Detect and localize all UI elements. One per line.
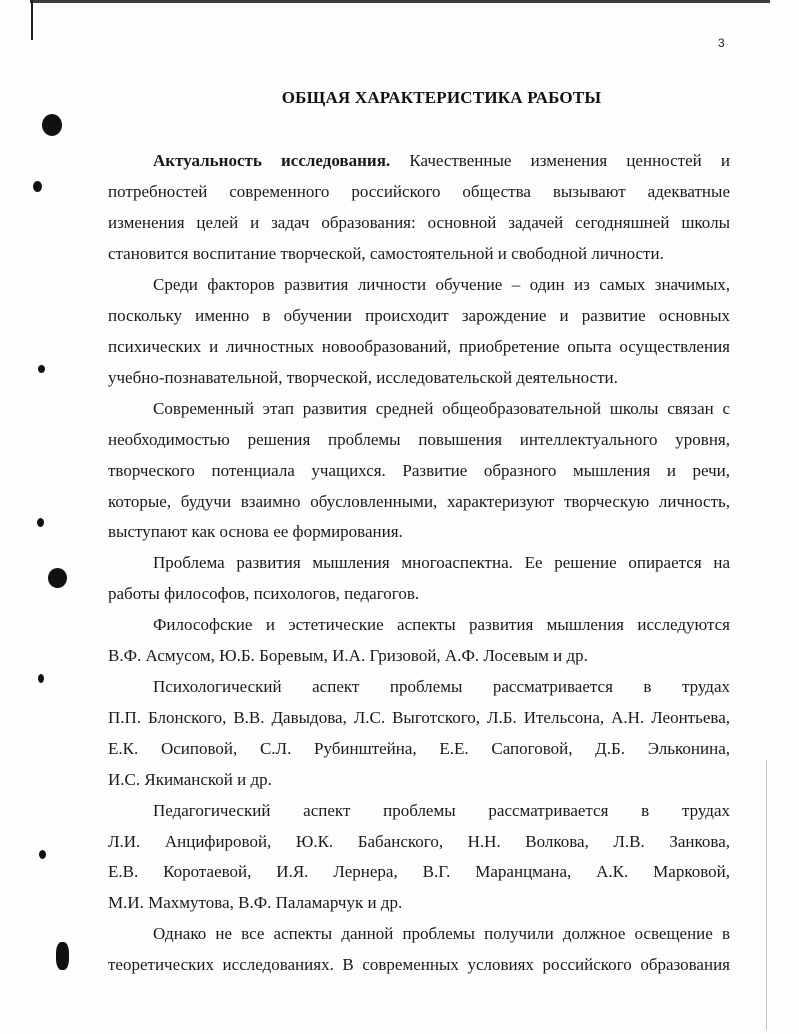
text-line: творческого потенциала учащихся. Развитие образного мышления и речи, bbox=[108, 461, 730, 480]
text-line: выступают как основа ее формирования. bbox=[108, 522, 403, 541]
text-line: Педагогический аспект проблемы рассматривается в трудах bbox=[153, 801, 730, 820]
text-line: учебно-познавательной, творческой, исследовательской деятельности. bbox=[108, 368, 618, 387]
text-line: потребностей современного российского общества вызывают адекватные bbox=[108, 182, 730, 201]
ink-blot bbox=[37, 518, 44, 527]
ink-blot bbox=[42, 114, 62, 136]
section-heading: Актуальность исследования. bbox=[153, 151, 391, 170]
text-line: поскольку именно в обучении происходит зарождение и развитие основных bbox=[108, 306, 730, 325]
text-line: Л.И. Анцифировой, Ю.К. Бабанского, Н.Н. Волкова, Л.В. Занкова, bbox=[108, 832, 730, 851]
text-line: М.И. Махмутова, В.Ф. Паламарчук и др. bbox=[108, 893, 403, 912]
ink-blot bbox=[38, 674, 44, 683]
text-line: Однако не все аспекты данной проблемы получили должное освещение в bbox=[153, 924, 730, 943]
text-line: становится воспитание творческой, самостоятельной и свободной личности. bbox=[108, 244, 664, 263]
text-line: необходимостью решения проблемы повышения интеллектуального уровня, bbox=[108, 430, 730, 449]
page-number: 3 bbox=[718, 36, 725, 50]
scan-edge-left bbox=[31, 0, 33, 40]
text-line: Психологический аспект проблемы рассматривается в трудах bbox=[153, 677, 730, 696]
page-title: ОБЩАЯ ХАРАКТЕРИСТИКА РАБОТЫ bbox=[281, 88, 602, 107]
text-line: которые, будучи взаимно обусловленными, характеризуют творческую личность, bbox=[108, 492, 730, 511]
ink-blot bbox=[39, 850, 46, 859]
text-line: Философские и эстетические аспекты развития мышления исследуются bbox=[153, 615, 730, 634]
text-line: П.П. Блонского, В.В. Давыдова, Л.С. Выготского, Л.Б. Ительсона, А.Н. Леонтьева, bbox=[108, 708, 730, 727]
text-line: работы философов, психологов, педагогов. bbox=[108, 584, 420, 603]
text-line: теоретических исследованиях. В современных условиях российского образования bbox=[108, 955, 730, 974]
ink-blot bbox=[33, 181, 42, 192]
scan-edge-right bbox=[766, 760, 767, 1030]
ink-blot bbox=[56, 942, 69, 970]
text-line: психических и личностных новообразований, приобретение опыта осуществления bbox=[108, 337, 730, 356]
text-line: Проблема развития мышления многоаспектна. Ее решение опирается на bbox=[153, 553, 730, 572]
text-line: В.Ф. Асмусом, Ю.Б. Боревым, И.А. Гризовой, А.Ф. Лосевым и др. bbox=[108, 646, 588, 665]
text-line: Актуальность исследования. Качественные изменения ценностей и bbox=[153, 151, 730, 170]
ink-blot bbox=[48, 568, 67, 588]
text-line: Среди факторов развития личности обучение – один из самых значимых, bbox=[153, 275, 730, 294]
text-line: Е.В. Коротаевой, И.Я. Лернера, В.Г. Маранцмана, А.К. Марковой, bbox=[108, 862, 730, 881]
text-line: изменения целей и задач образования: основной задачей сегодняшней школы bbox=[108, 213, 730, 232]
text-line: Е.К. Осиповой, С.Л. Рубинштейна, Е.Е. Сапоговой, Д.Б. Эльконина, bbox=[108, 739, 730, 758]
text-line: Современный этап развития средней общеобразовательной школы связан с bbox=[153, 399, 730, 418]
text-line: И.С. Якиманской и др. bbox=[108, 770, 272, 789]
scan-edge-top bbox=[30, 0, 770, 3]
ink-blot bbox=[38, 365, 45, 373]
